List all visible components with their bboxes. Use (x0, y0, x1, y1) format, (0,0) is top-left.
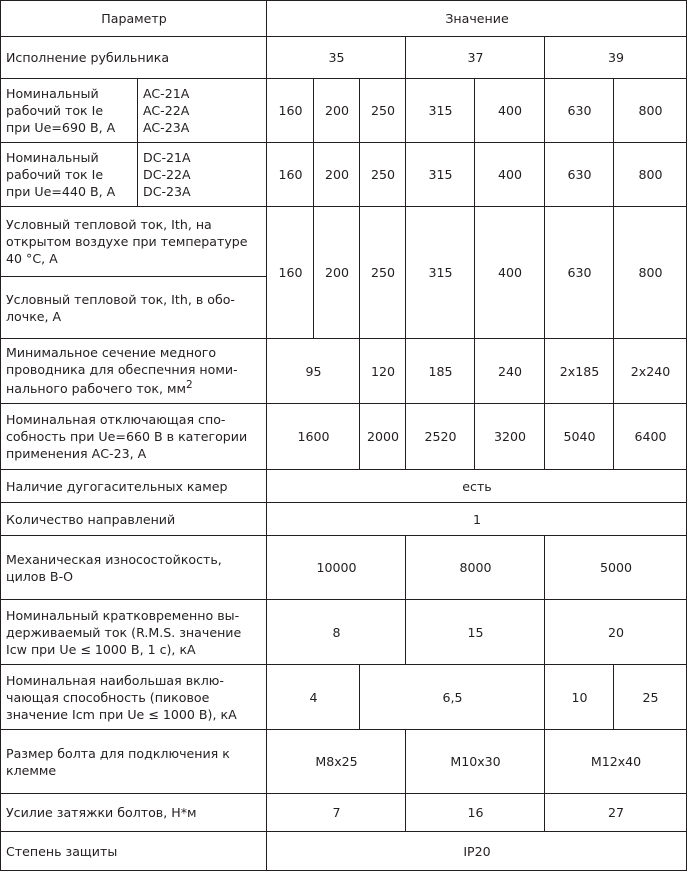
design-label: Исполнение рубильника (1, 37, 267, 79)
bolt-torque-label: Усилие затяжки болтов, Н*м (1, 794, 267, 832)
thermal-value: 315 (406, 207, 475, 339)
design-value: 35 (267, 37, 406, 79)
ac-current-label: Номинальный рабочий ток Ie при Ue=690 В, А (1, 79, 138, 143)
dc-current-label: Номинальный рабочий ток Ie при Ue=440 В, А (1, 143, 138, 207)
design-value: 37 (406, 37, 545, 79)
thermal-value: 160 (267, 207, 314, 339)
dc-current-value: 250 (360, 143, 406, 207)
thermal-value: 800 (614, 207, 687, 339)
row-directions (1, 503, 687, 536)
ac-current-value: 800 (614, 79, 687, 143)
ac-category-list: AC-21A AC-22A AC-23A (138, 79, 267, 143)
cross-section-value: 2х185 (545, 339, 614, 404)
row-bolt-size (1, 730, 687, 794)
short-time-current-value: 15 (406, 600, 545, 665)
breaking-capacity-value: 6400 (614, 404, 687, 470)
protection-degree-label: Степень защиты (1, 832, 267, 871)
thermal-value: 400 (475, 207, 545, 339)
cross-section-value: 2х240 (614, 339, 687, 404)
ac-current-value: 250 (360, 79, 406, 143)
bolt-size-value: М8х25 (267, 730, 406, 794)
cross-section-value: 185 (406, 339, 475, 404)
thermal-enclosed-label: Условный тепловой ток, Ith, в обо-лочке, А (1, 277, 267, 339)
row-breaking-capacity (1, 404, 687, 470)
arc-chambers-value: есть (267, 470, 687, 503)
thermal-value: 200 (314, 207, 360, 339)
thermal-value: 630 (545, 207, 614, 339)
bolt-torque-value: 7 (267, 794, 406, 832)
ac-current-value: 630 (545, 79, 614, 143)
ac-current-value: 160 (267, 79, 314, 143)
breaking-capacity-value: 1600 (267, 404, 360, 470)
row-short-time-current (1, 600, 687, 665)
row-dc-current (1, 143, 687, 207)
breaking-capacity-value: 2000 (360, 404, 406, 470)
header-value: Значение (267, 1, 687, 37)
making-capacity-value: 25 (614, 665, 687, 730)
bolt-size-value: М12х40 (545, 730, 687, 794)
row-cross-section (1, 339, 687, 404)
directions-value: 1 (267, 503, 687, 536)
making-capacity-value: 6,5 (360, 665, 545, 730)
dc-current-value: 400 (475, 143, 545, 207)
arc-chambers-label: Наличие дугогасительных камер (1, 470, 267, 503)
thermal-value: 250 (360, 207, 406, 339)
mechanical-endurance-value: 8000 (406, 536, 545, 600)
row-thermal-open (1, 207, 687, 277)
dc-current-value: 160 (267, 143, 314, 207)
thermal-open-label: Условный тепловой ток, Ith, на открытом воздухе при температуре 40 °С, А (1, 207, 267, 277)
making-capacity-value: 10 (545, 665, 614, 730)
ac-current-value: 315 (406, 79, 475, 143)
mechanical-endurance-value: 10000 (267, 536, 406, 600)
header-param: Параметр (1, 1, 267, 37)
ac-current-value: 400 (475, 79, 545, 143)
bolt-torque-value: 27 (545, 794, 687, 832)
breaking-capacity-label: Номинальная отключающая спо-собность при Ue=660 В в категории применения АС-23, А (1, 404, 267, 470)
making-capacity-label: Номинальная наибольшая вклю-чающая способность (пиковое значение Icm при Ue ≤ 1000 В), кА (1, 665, 267, 730)
header-row (1, 1, 687, 37)
cross-section-value: 240 (475, 339, 545, 404)
bolt-torque-value: 16 (406, 794, 545, 832)
dc-category-list: DC-21A DC-22A DC-23A (138, 143, 267, 207)
dc-current-value: 630 (545, 143, 614, 207)
short-time-current-value: 20 (545, 600, 687, 665)
row-design (1, 37, 687, 79)
short-time-current-value: 8 (267, 600, 406, 665)
row-protection-degree (1, 832, 687, 871)
mechanical-endurance-label: Механическая износостойкость, цилов В-О (1, 536, 267, 600)
dc-current-value: 315 (406, 143, 475, 207)
cross-section-value: 95 (267, 339, 360, 404)
breaking-capacity-value: 5040 (545, 404, 614, 470)
row-making-capacity (1, 665, 687, 730)
making-capacity-value: 4 (267, 665, 360, 730)
dc-current-value: 800 (614, 143, 687, 207)
cross-section-value: 120 (360, 339, 406, 404)
protection-degree-value: IP20 (267, 832, 687, 871)
breaking-capacity-value: 3200 (475, 404, 545, 470)
dc-current-value: 200 (314, 143, 360, 207)
row-mechanical-endurance (1, 536, 687, 600)
bolt-size-label: Размер болта для подключения к клемме (1, 730, 267, 794)
row-bolt-torque (1, 794, 687, 832)
row-arc-chambers (1, 470, 687, 503)
directions-label: Количество направлений (1, 503, 267, 536)
bolt-size-value: М10х30 (406, 730, 545, 794)
row-ac-current (1, 79, 687, 143)
design-value: 39 (545, 37, 687, 79)
cross-section-label: Минимальное сечение медного проводника для обеспечния номи-нального рабочего ток, $мм^2$ (1, 339, 267, 404)
ac-current-value: 200 (314, 79, 360, 143)
mechanical-endurance-value: 5000 (545, 536, 687, 600)
breaking-capacity-value: 2520 (406, 404, 475, 470)
short-time-current-label: Номинальный кратковременно вы-держиваемый ток (R.M.S. значение Icw при Ue ≤ 1000 В, 1 с), кА (1, 600, 267, 665)
